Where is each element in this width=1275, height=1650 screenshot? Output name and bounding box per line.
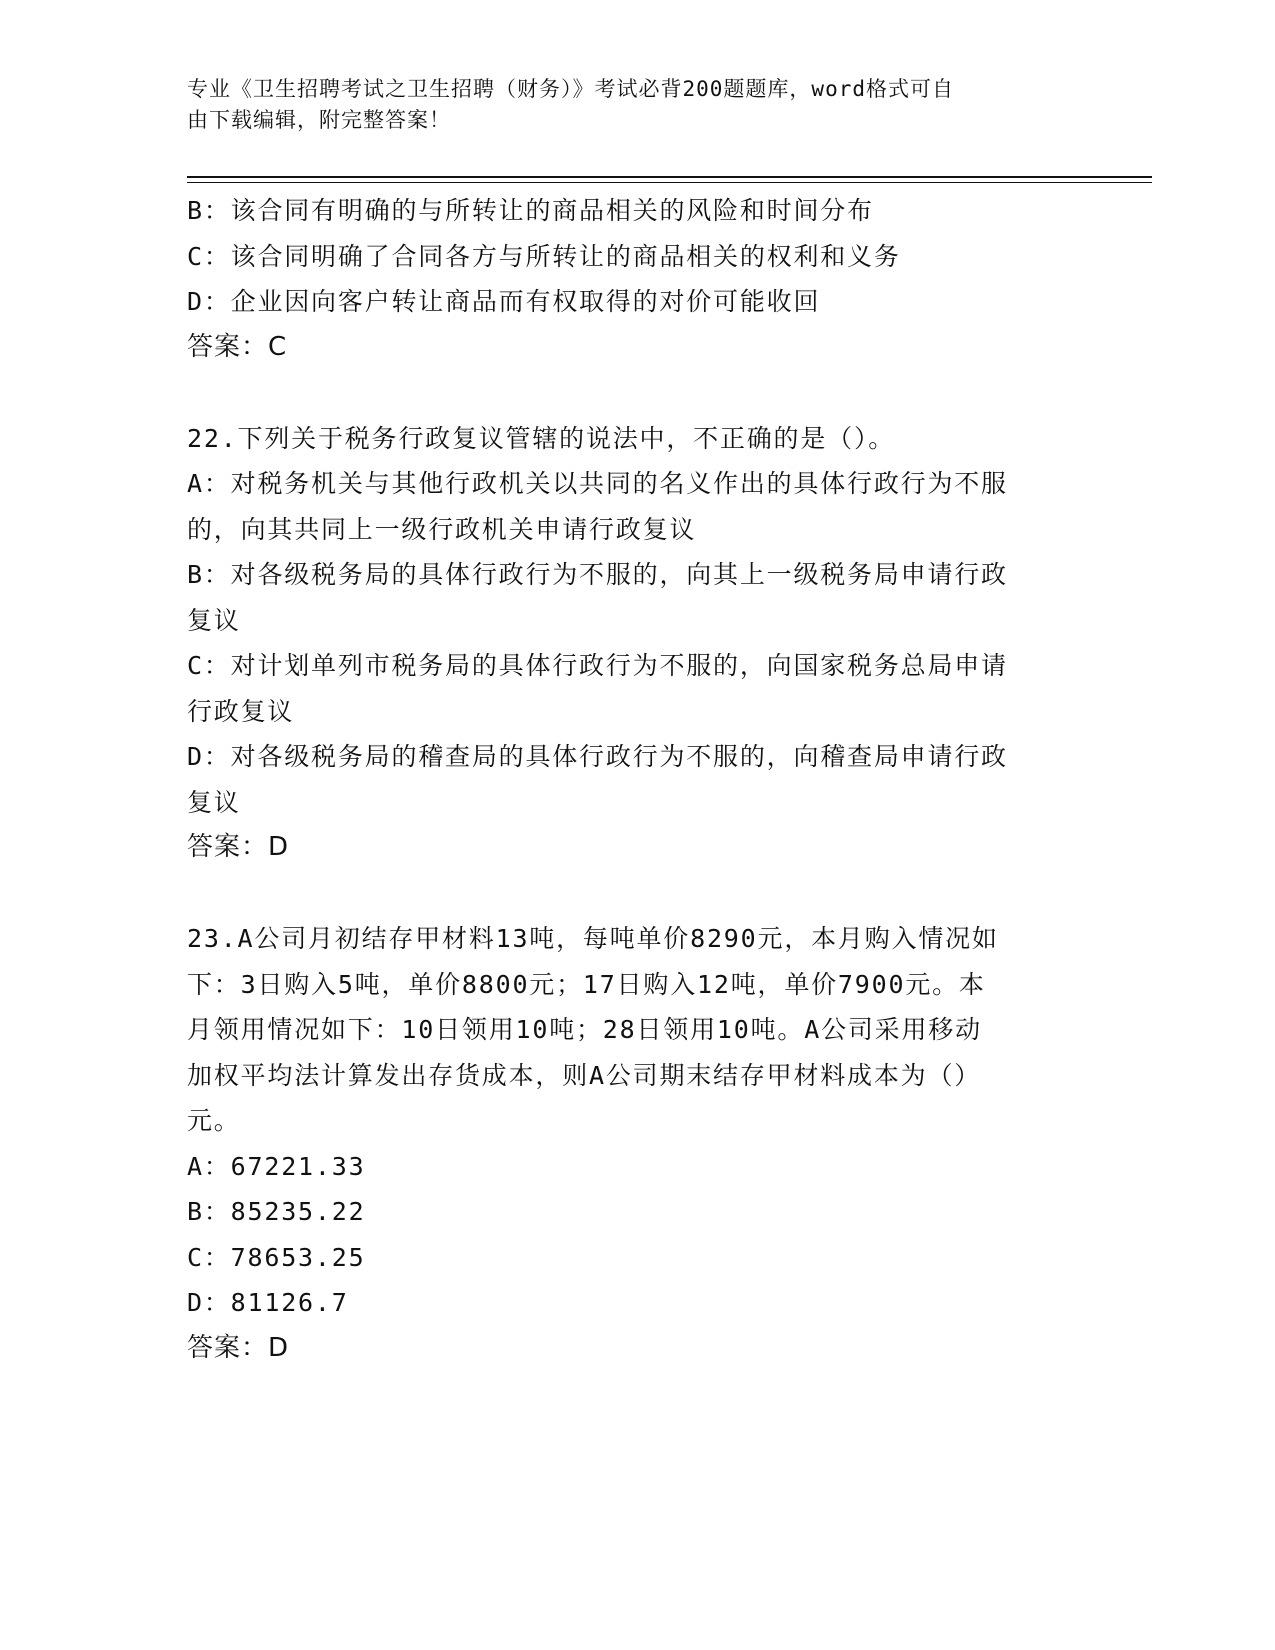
question-stem: 22.下列关于税务行政复议管辖的说法中，不正确的是（）。 <box>187 423 896 453</box>
option-a: A：67221.33 <box>187 1151 366 1181</box>
spacer <box>187 370 1087 416</box>
option-d: D：企业因向客户转让商品而有权取得的对价可能收回 <box>187 287 821 316</box>
option-d-line-2: 复议 <box>187 787 241 817</box>
question-stem-line-1: 23.A公司月初结存甲材料13吨，每吨单价8290元，本月购入情况如 <box>187 924 999 953</box>
option-c: C：该合同明确了合同各方与所转让的商品相关的权利和义务 <box>187 241 901 271</box>
answer-line: 答案：D <box>187 1332 290 1363</box>
header-divider-thin <box>187 182 1152 183</box>
option-a-line-2: 的，向其共同上一级行政机关申请行政复议 <box>187 514 697 544</box>
option-d-line-1: D：对各级税务局的稽查局的具体行政行为不服的，向稽查局申请行政 <box>187 742 1008 771</box>
answer-line: 答案：C <box>187 331 288 362</box>
option-b-line-1: B：对各级税务局的具体行政行为不服的，向其上一级税务局申请行政 <box>187 560 1008 589</box>
option-c-line-2: 行政复议 <box>187 696 295 726</box>
question-23 <box>187 916 1087 1371</box>
header-title-line-1: 专业《卫生招聘考试之卫生招聘（财务）》考试必背200题题库，word格式可自 <box>187 77 954 101</box>
header-divider-thick <box>187 176 1152 178</box>
header-title-line-2: 由下载编辑，附完整答案！ <box>187 108 451 132</box>
question-stem-line-3: 月领用情况如下：10日领用10吨；28日领用10吨。A公司采用移动 <box>187 1015 982 1044</box>
option-b-line-2: 复议 <box>187 605 241 635</box>
answer-line: 答案：D <box>187 832 290 862</box>
question-stem-line-2: 下：3日购入5吨，单价8800元；17日购入12吨，单价7900元。本 <box>187 969 986 999</box>
option-a-line-1: A：对税务机关与其他行政机关以共同的名义作出的具体行政行为不服 <box>187 469 1008 498</box>
spacer <box>187 871 1087 917</box>
option-b: B：85235.22 <box>187 1197 366 1226</box>
option-b: B：该合同有明确的与所转让的商品相关的风险和时间分布 <box>187 196 874 225</box>
question-21-continued <box>187 188 1087 370</box>
question-stem-line-5: 元。 <box>187 1106 241 1135</box>
document-header <box>187 74 1067 136</box>
question-22 <box>187 416 1087 871</box>
option-d: D：81126.7 <box>187 1288 349 1317</box>
option-c-line-1: C：对计划单列市税务局的具体行政行为不服的，向国家税务总局申请 <box>187 651 1008 680</box>
option-c: C：78653.25 <box>187 1242 366 1272</box>
document-body <box>187 188 1087 1371</box>
question-stem-line-4: 加权平均法计算发出存货成本，则A公司期末结存甲材料成本为（） <box>187 1060 982 1090</box>
